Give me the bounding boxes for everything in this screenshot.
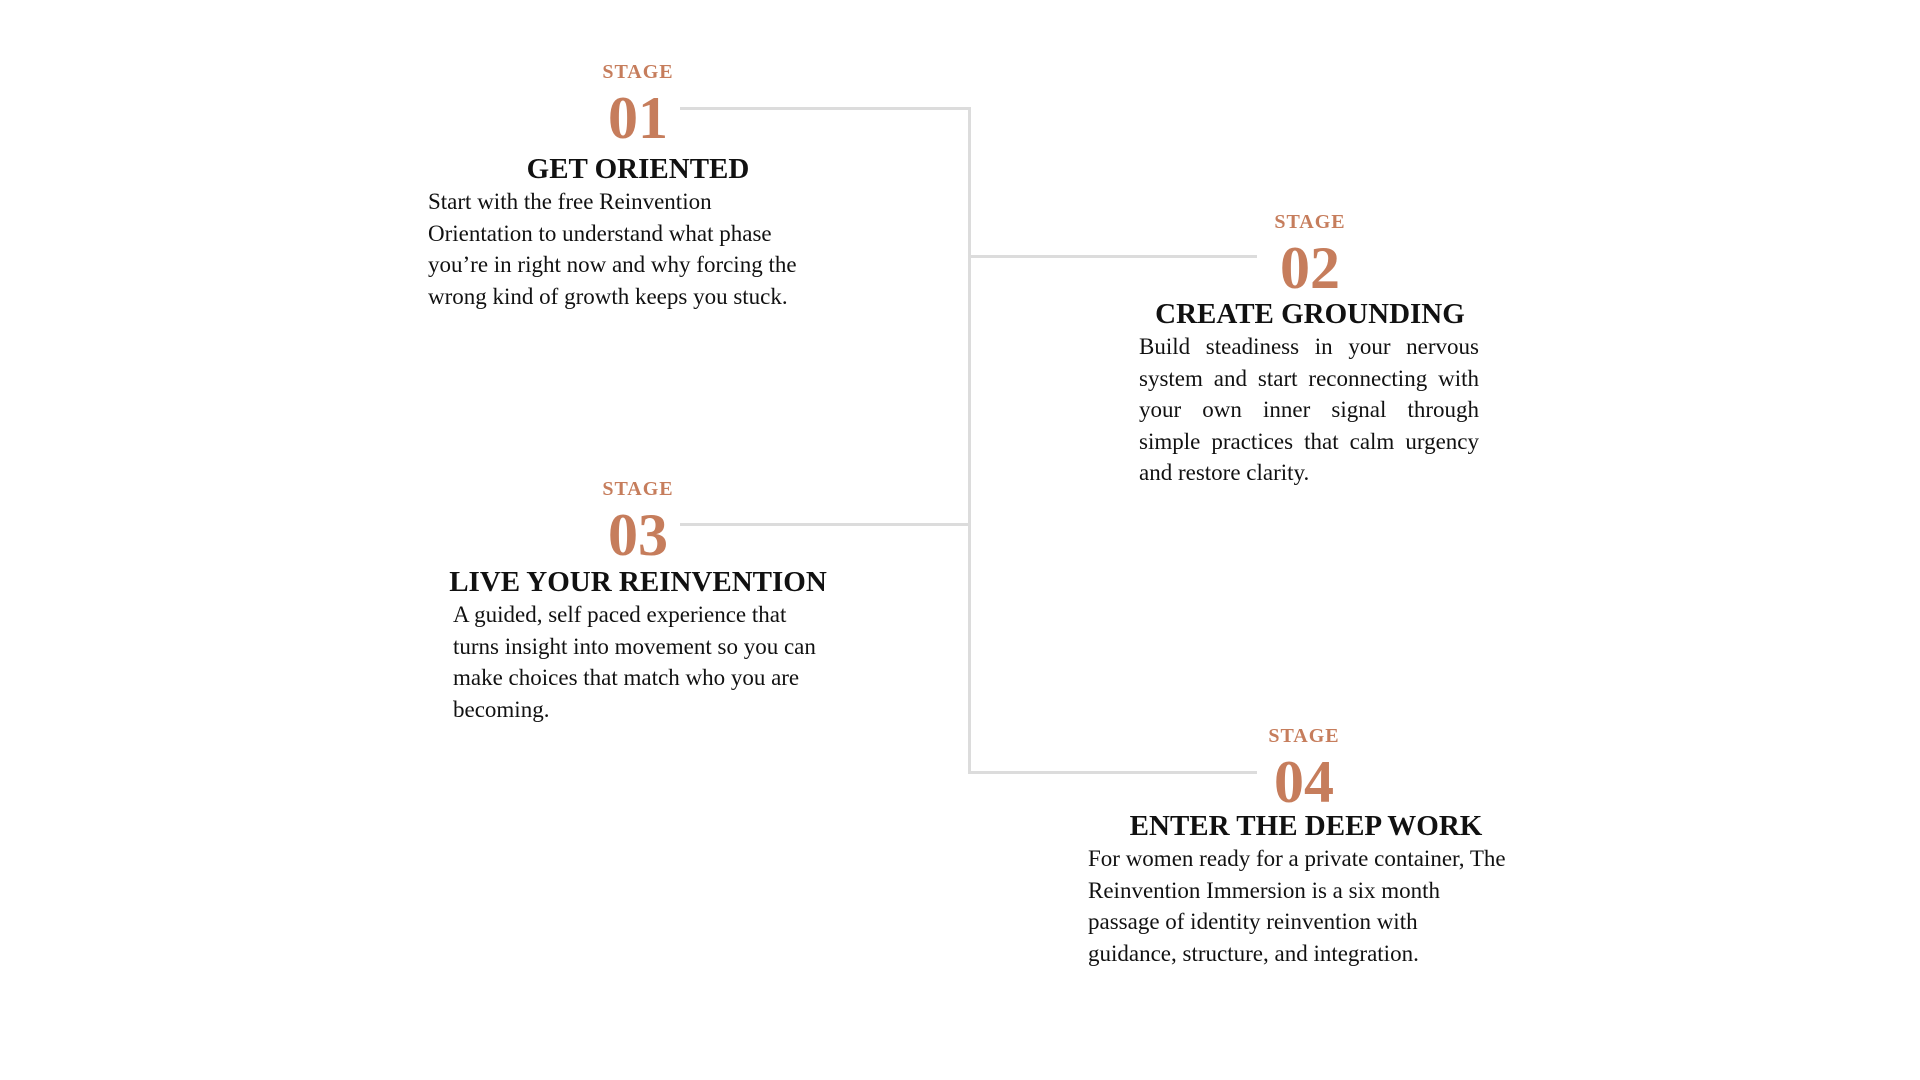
stage-number: 01 xyxy=(608,85,668,151)
stage-label: STAGE xyxy=(1274,211,1346,233)
stage-title: CREATE GROUNDING xyxy=(1155,298,1465,330)
stage-description: Build steadiness in your nervous system and start reconnecting with your own inner signal through simple practices that calm urgency and restore clarity. xyxy=(1139,334,1479,485)
stage-label: STAGE xyxy=(602,61,674,83)
stage-title: ENTER THE DEEP WORK xyxy=(1129,810,1483,842)
stage-description: Start with the free Reinvention Orientation to understand what phase you’re in right now and why forcing the wrong kind of growth keeps you stuck. xyxy=(428,189,797,309)
stage-label: STAGE xyxy=(1268,725,1340,747)
stage-title: LIVE YOUR REINVENTION xyxy=(449,566,827,598)
stage-number: 03 xyxy=(608,502,668,568)
stage-description: For women ready for a private container, The Reinvention Immersion is a six month passage of identity reinvention with guidance, structure, and integration. xyxy=(1088,846,1506,966)
stage-description: A guided, self paced experience that turns insight into movement so you can make choices that match who you are becoming. xyxy=(453,602,816,722)
stage-number: 04 xyxy=(1274,749,1334,815)
stage-title: GET ORIENTED xyxy=(526,153,750,185)
stage-number: 02 xyxy=(1280,235,1340,301)
stage-label: STAGE xyxy=(602,478,674,500)
timeline-spine xyxy=(968,107,971,773)
